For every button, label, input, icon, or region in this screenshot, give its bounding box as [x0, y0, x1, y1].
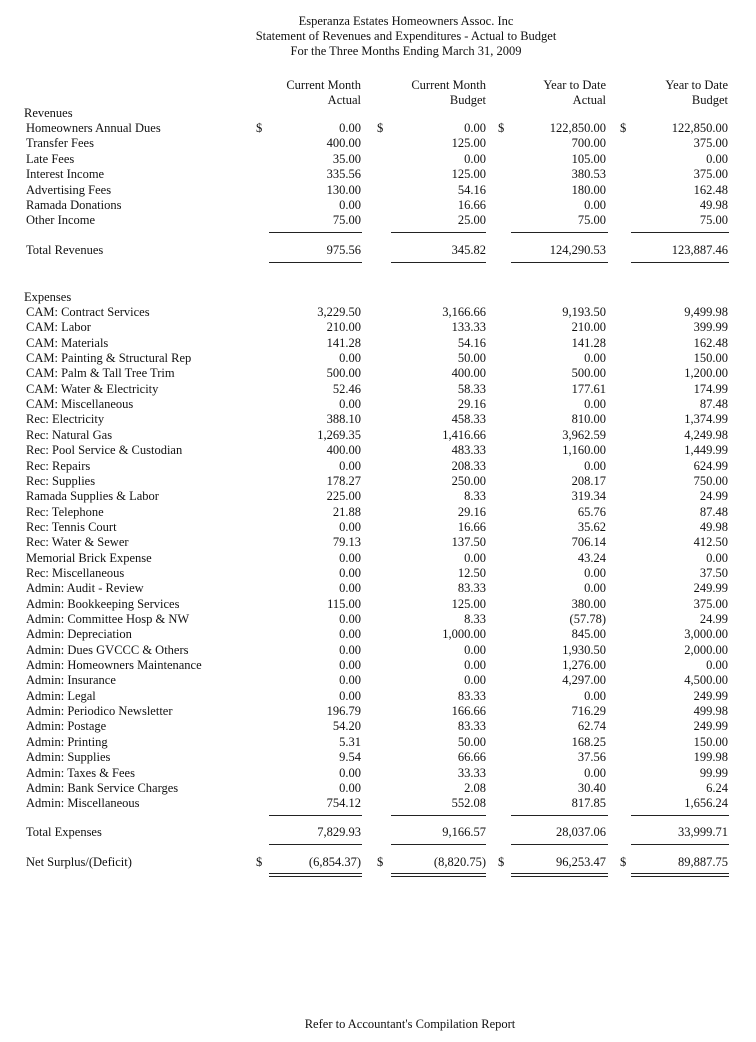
row-label: Other Income: [26, 213, 96, 228]
row-label: Rec: Supplies: [26, 473, 96, 488]
row-label: Rec: Miscellaneous: [26, 565, 125, 580]
expense-row: [0, 320, 756, 335]
row-label: Ramada Donations: [26, 198, 122, 212]
amount-cell: 29.16: [457, 397, 486, 412]
currency-symbol: $: [256, 855, 263, 869]
amount-cell: 0.00: [464, 642, 486, 657]
expense-row: [0, 443, 756, 458]
expense-row: [0, 382, 756, 397]
amount-cell: 845.00: [571, 627, 606, 642]
amount-cell: 50.00: [457, 351, 486, 366]
underline: [269, 232, 362, 233]
row-label: CAM: Palm & Tall Tree Trim: [26, 366, 175, 381]
amount-cell: 96,253.47: [556, 855, 606, 869]
row-label: Admin: Legal: [26, 688, 96, 703]
row-label: CAM: Painting & Structural Rep: [26, 351, 192, 366]
amount-cell: 0.00: [584, 765, 606, 780]
amount-cell: 125.00: [451, 596, 486, 611]
amount-cell: 29.16: [457, 504, 486, 519]
amount-cell: 0.00: [339, 612, 361, 626]
underline: [269, 262, 362, 263]
amount-cell: 24.99: [699, 489, 728, 504]
amount-cell: 0.00: [339, 642, 361, 657]
amount-cell: 225.00: [326, 489, 361, 504]
amount-cell: 21.88: [332, 504, 361, 519]
row-label: CAM: Water & Electricity: [26, 381, 159, 396]
expense-row: [0, 366, 756, 381]
amount-cell: 1,416.66: [442, 427, 486, 442]
expense-row: [0, 459, 756, 474]
underline: [631, 232, 729, 233]
amount-cell: 99.99: [699, 765, 728, 780]
revenues-heading: Revenues: [24, 106, 73, 120]
amount-cell: 54.20: [332, 719, 361, 734]
statement-title: Statement of Revenues and Expenditures - Actual to Budget: [255, 29, 557, 43]
row-label: Admin: Printing: [26, 734, 108, 749]
footer-note: Refer to Accountant's Compilation Report: [304, 1017, 516, 1031]
amount-cell: (57.78): [569, 612, 606, 626]
amount-cell: 35.00: [332, 151, 361, 166]
amount-cell: 3,229.50: [317, 305, 361, 319]
row-label: Admin: Miscellaneous: [26, 796, 140, 811]
amount-cell: 0.00: [339, 458, 361, 473]
amount-cell: 0.00: [339, 658, 361, 673]
amount-cell: 0.00: [584, 397, 606, 412]
amount-cell: 75.00: [332, 213, 361, 228]
amount-cell: 0.00: [584, 565, 606, 580]
amount-cell: 3,000.00: [684, 627, 728, 642]
expense-row: [0, 704, 756, 719]
underline: [511, 844, 608, 845]
row-label: Admin: Homeowners Maintenance: [26, 658, 202, 673]
column-header-current-month-budget: Current Month Budget: [411, 78, 486, 107]
expense-row: [0, 689, 756, 704]
amount-cell: 0.00: [584, 688, 606, 703]
net-surplus-row: [0, 855, 756, 870]
expense-row: [0, 612, 756, 627]
amount-cell: 75.00: [577, 213, 606, 228]
amount-cell: 162.48: [693, 335, 728, 350]
expense-row: [0, 581, 756, 596]
row-label: Homeowners Annual Dues: [26, 121, 161, 135]
amount-cell: 16.66: [457, 198, 486, 212]
amount-cell: 141.28: [571, 335, 606, 350]
amount-cell: 1,160.00: [562, 443, 606, 458]
amount-cell: 750.00: [693, 473, 728, 488]
currency-symbol: $: [620, 121, 627, 135]
amount-cell: 552.08: [451, 796, 486, 811]
amount-cell: 1,449.99: [684, 443, 728, 458]
statement-period: For the Three Months Ending March 31, 2009: [290, 44, 522, 58]
amount-cell: 380.00: [571, 596, 606, 611]
amount-cell: 28,037.06: [556, 825, 606, 839]
row-label: Rec: Pool Service & Custodian: [26, 443, 183, 458]
amount-cell: 817.85: [571, 796, 606, 811]
double-underline: [269, 873, 362, 877]
amount-cell: 210.00: [326, 320, 361, 335]
amount-cell: 1,656.24: [684, 796, 728, 811]
amount-cell: 9,166.57: [442, 825, 486, 839]
amount-cell: 52.46: [332, 381, 361, 396]
amount-cell: 125.00: [451, 167, 486, 182]
amount-cell: 0.00: [339, 581, 361, 596]
amount-cell: 75.00: [699, 213, 728, 228]
amount-cell: 975.56: [326, 243, 361, 257]
column-header-ytd-actual: Year to Date Actual: [543, 78, 606, 107]
amount-cell: 79.13: [332, 535, 361, 550]
amount-cell: 2.08: [464, 780, 486, 795]
underline: [511, 815, 608, 816]
revenue-row: [0, 213, 756, 228]
amount-cell: 345.82: [451, 243, 486, 257]
amount-cell: 0.00: [584, 198, 606, 212]
row-label: Admin: Postage: [26, 719, 107, 734]
expense-row: [0, 397, 756, 412]
expense-row: [0, 719, 756, 734]
expense-row: [0, 627, 756, 642]
amount-cell: 388.10: [326, 412, 361, 427]
total-expenses-row: [0, 825, 756, 840]
amount-cell: 375.00: [693, 167, 728, 182]
amount-cell: 0.00: [339, 780, 361, 795]
expense-row: [0, 658, 756, 673]
amount-cell: 0.00: [464, 151, 486, 166]
underline: [631, 815, 729, 816]
revenue-row: [0, 198, 756, 213]
amount-cell: 249.99: [693, 688, 728, 703]
row-label: CAM: Contract Services: [26, 305, 150, 319]
expense-row: [0, 673, 756, 688]
row-label: Rec: Electricity: [26, 412, 105, 427]
expense-row: [0, 551, 756, 566]
row-label: Admin: Committee Hosp & NW: [26, 612, 190, 626]
amount-cell: 141.28: [326, 335, 361, 350]
row-label: Rec: Repairs: [26, 458, 91, 473]
expense-row: [0, 489, 756, 504]
row-label: Rec: Tennis Court: [26, 519, 117, 534]
amount-cell: 499.98: [693, 704, 728, 719]
amount-cell: 6.24: [706, 780, 728, 795]
amount-cell: 208.33: [451, 458, 486, 473]
amount-cell: 123,887.46: [671, 243, 728, 257]
amount-cell: 0.00: [584, 351, 606, 366]
amount-cell: 33.33: [457, 765, 486, 780]
amount-cell: 178.27: [326, 473, 361, 488]
amount-cell: 4,249.98: [684, 427, 728, 442]
expense-row: [0, 412, 756, 427]
amount-cell: 87.48: [699, 397, 728, 412]
amount-cell: 208.17: [571, 473, 606, 488]
amount-cell: 249.99: [693, 581, 728, 596]
amount-cell: 0.00: [464, 673, 486, 688]
amount-cell: 5.31: [339, 734, 361, 749]
amount-cell: 1,930.50: [562, 642, 606, 657]
amount-cell: 0.00: [339, 397, 361, 412]
double-underline: [391, 873, 486, 877]
expense-row: [0, 305, 756, 320]
amount-cell: 4,500.00: [684, 673, 728, 688]
amount-cell: 58.33: [457, 381, 486, 396]
amount-cell: 137.50: [451, 535, 486, 550]
amount-cell: 150.00: [693, 734, 728, 749]
amount-cell: 180.00: [571, 182, 606, 197]
amount-cell: 3,962.59: [562, 427, 606, 442]
row-label: Admin: Supplies: [26, 750, 111, 765]
amount-cell: 83.33: [457, 581, 486, 596]
amount-cell: 115.00: [327, 596, 361, 611]
amount-cell: 400.00: [451, 366, 486, 381]
amount-cell: 49.98: [699, 519, 728, 534]
amount-cell: 1,269.35: [317, 427, 361, 442]
amount-cell: 35.62: [577, 519, 606, 534]
underline: [269, 844, 362, 845]
row-label: Admin: Bookkeeping Services: [26, 596, 180, 611]
amount-cell: 624.99: [693, 458, 728, 473]
row-label: Rec: Water & Sewer: [26, 535, 129, 550]
column-header-ytd-budget: Year to Date Budget: [665, 78, 728, 107]
expense-row: [0, 643, 756, 658]
amount-cell: 0.00: [706, 151, 728, 166]
row-label: Admin: Depreciation: [26, 627, 132, 642]
currency-symbol: $: [377, 855, 384, 869]
row-label: Transfer Fees: [26, 136, 94, 151]
amount-cell: 177.61: [571, 381, 606, 396]
expense-row: [0, 336, 756, 351]
amount-cell: 9.54: [339, 750, 361, 765]
amount-cell: 0.00: [464, 658, 486, 673]
amount-cell: 30.40: [577, 780, 606, 795]
row-label: CAM: Labor: [26, 320, 91, 335]
amount-cell: 2,000.00: [684, 642, 728, 657]
amount-cell: 199.98: [693, 750, 728, 765]
underline: [511, 232, 608, 233]
amount-cell: 250.00: [451, 473, 486, 488]
amount-cell: 124,290.53: [549, 243, 606, 257]
underline: [269, 815, 362, 816]
amount-cell: 37.50: [699, 565, 728, 580]
amount-cell: 754.12: [326, 796, 361, 811]
amount-cell: 380.53: [571, 167, 606, 182]
amount-cell: 150.00: [693, 351, 728, 366]
row-label: Late Fees: [26, 151, 75, 166]
amount-cell: 89,887.75: [678, 855, 728, 869]
amount-cell: 162.48: [693, 182, 728, 197]
amount-cell: 319.34: [571, 489, 606, 504]
amount-cell: 249.99: [693, 719, 728, 734]
row-label: Rec: Telephone: [26, 504, 104, 519]
expense-row: [0, 735, 756, 750]
amount-cell: 706.14: [571, 535, 606, 550]
amount-cell: 65.76: [577, 504, 606, 519]
row-label: Admin: Periodico Newsletter: [26, 704, 173, 719]
amount-cell: 0.00: [706, 658, 728, 673]
currency-symbol: $: [620, 855, 627, 869]
expense-row: [0, 428, 756, 443]
row-label: Rec: Natural Gas: [26, 427, 113, 442]
amount-cell: 0.00: [339, 765, 361, 780]
row-label: CAM: Miscellaneous: [26, 397, 134, 412]
amount-cell: 210.00: [571, 320, 606, 335]
amount-cell: 716.29: [571, 704, 606, 719]
amount-cell: 0.00: [339, 351, 361, 366]
amount-cell: (8,820.75): [433, 855, 486, 869]
amount-cell: 810.00: [571, 412, 606, 427]
underline: [391, 232, 486, 233]
amount-cell: 133.33: [451, 320, 486, 335]
row-label: Admin: Dues GVCCC & Others: [26, 642, 189, 657]
amount-cell: 12.50: [457, 565, 486, 580]
amount-cell: 87.48: [699, 504, 728, 519]
amount-cell: 400.00: [326, 136, 361, 151]
expense-row: [0, 505, 756, 520]
amount-cell: 122,850.00: [671, 121, 728, 135]
underline: [631, 262, 729, 263]
column-header-current-month-actual: Current Month Actual: [286, 78, 361, 107]
expense-row: [0, 474, 756, 489]
amount-cell: 500.00: [326, 366, 361, 381]
revenue-row: [0, 136, 756, 151]
amount-cell: 25.00: [457, 213, 486, 228]
amount-cell: 0.00: [464, 550, 486, 565]
row-label: Interest Income: [26, 167, 105, 182]
currency-symbol: $: [498, 121, 505, 135]
row-label: Admin: Audit - Review: [26, 581, 144, 596]
amount-cell: 49.98: [699, 198, 728, 212]
amount-cell: 0.00: [339, 565, 361, 580]
underline: [391, 262, 486, 263]
double-underline: [511, 873, 608, 877]
expense-row: [0, 750, 756, 765]
underline: [631, 844, 729, 845]
amount-cell: 0.00: [339, 121, 361, 135]
amount-cell: 168.25: [571, 734, 606, 749]
amount-cell: 8.33: [464, 612, 486, 626]
amount-cell: 0.00: [584, 581, 606, 596]
amount-cell: 33,999.71: [678, 825, 728, 839]
row-label: Ramada Supplies & Labor: [26, 489, 159, 504]
revenue-row: [0, 121, 756, 136]
row-label: Total Expenses: [26, 825, 102, 839]
amount-cell: 43.24: [577, 550, 606, 565]
amount-cell: 0.00: [464, 121, 486, 135]
amount-cell: 50.00: [457, 734, 486, 749]
revenue-row: [0, 167, 756, 182]
amount-cell: 54.16: [457, 182, 486, 197]
amount-cell: 0.00: [339, 688, 361, 703]
amount-cell: 24.99: [699, 612, 728, 626]
amount-cell: 9,193.50: [562, 305, 606, 319]
amount-cell: 1,000.00: [442, 627, 486, 642]
expenses-heading: Expenses: [24, 290, 72, 304]
expense-row: [0, 535, 756, 550]
currency-symbol: $: [256, 121, 263, 135]
amount-cell: (6,854.37): [308, 855, 361, 869]
row-label: Total Revenues: [26, 243, 104, 257]
amount-cell: 375.00: [693, 136, 728, 151]
amount-cell: 130.00: [326, 182, 361, 197]
amount-cell: 125.00: [451, 136, 486, 151]
amount-cell: 500.00: [571, 366, 606, 381]
organization-name: Esperanza Estates Homeowners Assoc. Inc: [298, 14, 514, 28]
amount-cell: 412.50: [693, 535, 728, 550]
amount-cell: 335.56: [326, 167, 361, 182]
amount-cell: 0.00: [339, 198, 361, 212]
amount-cell: 83.33: [457, 719, 486, 734]
amount-cell: 105.00: [571, 151, 606, 166]
amount-cell: 1,374.99: [684, 412, 728, 427]
amount-cell: 0.00: [339, 627, 361, 642]
expense-row: [0, 597, 756, 612]
underline: [511, 262, 608, 263]
expense-row: [0, 351, 756, 366]
amount-cell: 83.33: [457, 688, 486, 703]
row-label: CAM: Materials: [26, 335, 109, 350]
amount-cell: 196.79: [326, 704, 361, 719]
amount-cell: 0.00: [339, 519, 361, 534]
revenue-row: [0, 183, 756, 198]
expense-row: [0, 566, 756, 581]
amount-cell: 62.74: [577, 719, 606, 734]
row-label: Admin: Insurance: [26, 673, 116, 688]
expense-row: [0, 520, 756, 535]
amount-cell: 37.56: [577, 750, 606, 765]
expense-row: [0, 781, 756, 796]
amount-cell: 0.00: [339, 673, 361, 688]
amount-cell: 16.66: [457, 519, 486, 534]
amount-cell: 400.00: [326, 443, 361, 458]
amount-cell: 458.33: [451, 412, 486, 427]
amount-cell: 66.66: [457, 750, 486, 765]
amount-cell: 166.66: [451, 704, 486, 719]
amount-cell: 700.00: [571, 136, 606, 151]
currency-symbol: $: [377, 121, 384, 135]
row-label: Advertising Fees: [26, 182, 112, 197]
amount-cell: 0.00: [339, 550, 361, 565]
row-label: Net Surplus/(Deficit): [26, 855, 132, 869]
amount-cell: 3,166.66: [442, 305, 486, 319]
amount-cell: 4,297.00: [562, 673, 606, 688]
double-underline: [631, 873, 729, 877]
row-label: Memorial Brick Expense: [26, 550, 152, 565]
expense-row: [0, 766, 756, 781]
underline: [391, 844, 486, 845]
amount-cell: 0.00: [706, 550, 728, 565]
amount-cell: 54.16: [457, 335, 486, 350]
amount-cell: 0.00: [584, 458, 606, 473]
expense-row: [0, 796, 756, 811]
amount-cell: 174.99: [693, 381, 728, 396]
amount-cell: 1,276.00: [562, 658, 606, 673]
amount-cell: 7,829.93: [317, 825, 361, 839]
total-revenues-row: [0, 243, 756, 258]
amount-cell: 8.33: [464, 489, 486, 504]
row-label: Admin: Taxes & Fees: [26, 765, 135, 780]
amount-cell: 9,499.98: [684, 305, 728, 319]
amount-cell: 1,200.00: [684, 366, 728, 381]
amount-cell: 399.99: [693, 320, 728, 335]
row-label: Admin: Bank Service Charges: [26, 780, 179, 795]
revenue-row: [0, 152, 756, 167]
amount-cell: 375.00: [693, 596, 728, 611]
amount-cell: 483.33: [451, 443, 486, 458]
amount-cell: 122,850.00: [549, 121, 606, 135]
underline: [391, 815, 486, 816]
currency-symbol: $: [498, 855, 505, 869]
